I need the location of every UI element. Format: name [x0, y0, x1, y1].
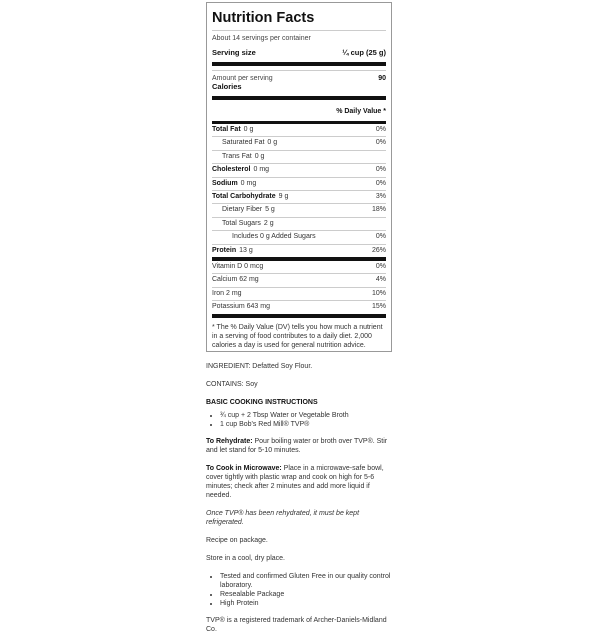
microwave-text: Place in a microwave-safe bowl, cover tightly with plastic wrap and cook on high for 5-6 minutes; check after 2 minutes and add more liquid if needed.	[206, 465, 384, 499]
nutrient-amount: 0 g	[267, 139, 278, 147]
vitamin-row	[212, 301, 386, 313]
vitamin-name: Calcium 62 mg	[212, 276, 259, 284]
nutrient-daily-value: 0%	[375, 233, 386, 241]
vitamin-name: Potassium 643 mg	[212, 303, 270, 311]
vitamin-daily-value: 10%	[371, 289, 386, 297]
serving-size-label: Serving size	[212, 48, 256, 57]
nutrient-row	[212, 218, 386, 231]
instructions-heading: BASIC COOKING INSTRUCTIONS	[206, 399, 318, 406]
nutrient-amount: 13 g	[239, 246, 253, 254]
servings-per-container: About 14 servings per container	[212, 35, 311, 42]
contains-text: CONTAINS: Soy	[206, 381, 258, 388]
nutrient-name	[212, 245, 253, 257]
nutrient-label: Dietary Fiber	[222, 206, 263, 214]
divider-thick	[212, 314, 386, 318]
nutrient-daily-value: 0%	[375, 179, 386, 187]
nutrient-row	[212, 231, 386, 244]
divider-thick	[212, 96, 386, 100]
nutrient-name	[212, 218, 274, 230]
vitamin-name: Iron 2 mg	[212, 289, 242, 297]
rehydrate-instructions	[206, 437, 396, 455]
nutrient-name	[212, 164, 269, 176]
nutrient-row	[212, 151, 386, 164]
nutrient-row	[212, 204, 386, 217]
amount-per-serving-label: Amount per serving	[212, 75, 273, 82]
store-text: Store in a cool, dry place.	[206, 555, 285, 562]
recipe-text: Recipe on package.	[206, 537, 268, 544]
nutrient-label: Cholesterol	[212, 166, 251, 174]
nutrient-label: Total Fat	[212, 126, 241, 133]
ingredient-text: INGREDIENT: Defatted Soy Flour.	[206, 363, 313, 370]
nutrient-name	[212, 124, 253, 136]
nutrient-name	[212, 191, 288, 203]
nutrient-list	[212, 124, 386, 257]
serving-size-value: ¼ cup (25 g)	[342, 48, 386, 57]
storage-note: Once TVP® has been rehydrated, it must be kept refrigerated.	[206, 510, 360, 526]
nutrient-label: Total Carbohydrate	[212, 193, 276, 201]
vitamin-daily-value: 0%	[375, 263, 386, 271]
nutrient-label: Saturated Fat	[222, 139, 265, 147]
daily-value-footnote: * The % Daily Value (DV) tells you how much a nutrient in a serving of food contributes to a daily diet. 2,000 calories a day is used for general nutrition advice.	[212, 323, 383, 349]
nutrient-daily-value: 18%	[371, 206, 386, 214]
divider-thick	[212, 62, 386, 66]
nutrient-name	[212, 204, 275, 216]
nutrient-amount: 0 g	[243, 126, 254, 133]
list-item: • ¾ cup + 2 Tbsp Water or Vegetable Broth	[220, 411, 396, 420]
nutrient-label: Trans Fat	[222, 152, 252, 160]
amount-per-serving	[212, 75, 386, 82]
vitamin-row	[212, 274, 386, 287]
nutrient-amount: 0 mg	[253, 166, 270, 174]
divider	[212, 30, 386, 31]
nutrient-amount: 2 g	[263, 219, 274, 227]
features-list	[206, 572, 396, 608]
daily-value-header: % Daily Value *	[336, 108, 386, 115]
calories-value: 90	[378, 75, 386, 82]
nutrient-amount: 0 g	[254, 152, 265, 160]
nutrition-facts-label	[206, 2, 392, 352]
trademark-text: TVP® is a registered trademark of Archer-Daniels-Midland Co.	[206, 617, 387, 633]
nutrient-name	[212, 137, 277, 149]
nutrient-daily-value: 26%	[371, 246, 386, 254]
vitamin-row	[212, 288, 386, 301]
rehydrate-text: Pour boiling water or broth over TVP®. Stir and let stand for 5-10 minutes.	[206, 438, 388, 454]
serving-size	[212, 48, 386, 57]
nutrient-amount: 5 g	[265, 206, 275, 214]
nutrient-name	[212, 231, 319, 243]
list-item: • High Protein	[220, 599, 396, 608]
nutrient-row	[212, 164, 386, 177]
vitamin-daily-value: 4%	[375, 276, 386, 284]
vitamin-daily-value: 15%	[371, 303, 386, 311]
nutrient-name	[212, 178, 256, 190]
nutrient-amount: 0 mg	[240, 179, 257, 187]
nutrient-label: Sodium	[212, 179, 238, 187]
nutrient-row	[212, 191, 386, 204]
nutrient-label: Total Sugars	[222, 219, 261, 227]
nutrient-row	[212, 124, 386, 137]
list-item: • Resealable Package	[220, 590, 396, 599]
nutrient-row	[212, 178, 386, 191]
calories-label: Calories	[212, 82, 242, 91]
nutrient-amount: 9 g	[278, 193, 289, 201]
microwave-lead: To Cook in Microwave:	[206, 465, 282, 472]
nutrient-daily-value: 0%	[375, 139, 386, 147]
label-title: Nutrition Facts	[212, 10, 315, 26]
nutrient-label: Protein	[212, 246, 237, 254]
nutrient-daily-value: 0%	[375, 126, 386, 133]
microwave-instructions	[206, 464, 396, 500]
nutrient-row	[212, 137, 386, 150]
instructions-list	[206, 411, 396, 429]
nutrient-label: Includes 0 g Added Sugars	[232, 233, 316, 241]
nutrient-daily-value: 3%	[375, 193, 386, 201]
list-item: • 1 cup Bob's Red Mill® TVP®	[220, 420, 396, 429]
product-details	[206, 362, 396, 643]
divider	[212, 70, 386, 71]
vitamin-row	[212, 261, 386, 274]
rehydrate-lead: To Rehydrate:	[206, 438, 253, 445]
list-item: • Tested and confirmed Gluten Free in our quality control laboratory.	[220, 572, 396, 590]
nutrient-row	[212, 245, 386, 257]
nutrient-daily-value: 0%	[375, 166, 386, 174]
vitamin-name: Vitamin D 0 mcg	[212, 263, 264, 271]
vitamin-list	[212, 261, 386, 314]
nutrient-name	[212, 151, 264, 163]
